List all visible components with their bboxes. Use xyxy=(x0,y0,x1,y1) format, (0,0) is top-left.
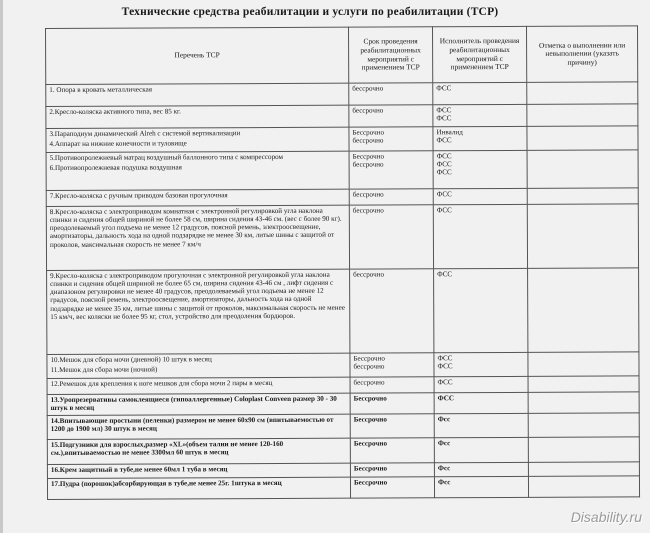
cell-term xyxy=(349,204,433,268)
cell-term xyxy=(350,438,434,463)
header-term: Срок проведения реабилитационных мероприятий с применением ТСР xyxy=(348,27,432,83)
tsr-item-text: 1. Опора в кровать металлическая xyxy=(49,85,153,94)
tsr-item-text: 13.Уропрезервативы самоклеящиеся (гипоаллергенные) Coloplast Conveen размер 30 - 30 штук в месяц xyxy=(50,394,337,412)
cell-executor xyxy=(434,268,528,352)
table-row xyxy=(47,413,639,440)
term-text: Бессрочно xyxy=(353,415,387,424)
cell-executor xyxy=(434,392,528,414)
cell-tsr-items xyxy=(47,393,350,416)
cell-tsr-items xyxy=(46,189,349,206)
table-row xyxy=(46,104,638,129)
table-row xyxy=(47,352,639,379)
cell-mark xyxy=(528,268,639,352)
cell-tsr-items xyxy=(47,414,350,439)
table-row xyxy=(46,126,638,152)
cell-term xyxy=(349,127,433,151)
cell-mark xyxy=(527,150,638,188)
term-text: Бессрочно xyxy=(353,354,385,363)
cell-mark xyxy=(528,376,639,392)
cell-mark xyxy=(527,204,638,268)
cell-mark xyxy=(527,188,638,204)
cell-term xyxy=(350,268,434,352)
tsr-item-text: 15.Подгузники для взрослых,размер «XL»(объем талии не менее 120-160 см.),впитываемостью не менее 3300мл 60 штук в месяц xyxy=(50,440,284,458)
tsr-item-text: 10.Мешок для сбора мочи (дневной) 10 штук в месяц xyxy=(50,354,212,364)
executor-text: ФСС xyxy=(436,84,452,93)
tsr-item-text: 3.Парaподиум динамический Alreh с системой вертикализации xyxy=(49,129,241,138)
term-text: Бессрочно xyxy=(352,128,385,137)
executor-text: Инвалид xyxy=(436,128,463,137)
executor-text: Фсс xyxy=(437,464,451,473)
cell-term xyxy=(350,463,434,477)
term-text: бессрочно xyxy=(352,106,384,115)
cell-mark xyxy=(528,352,639,376)
term-text: бессрочно xyxy=(353,378,385,387)
cell-term xyxy=(349,83,433,105)
table-row xyxy=(46,150,638,191)
cell-executor xyxy=(433,188,527,204)
cell-mark xyxy=(528,392,639,414)
tsr-item-text: 9.Кресло-коляска с электроприводом прогулочная с электронной регулировкой угла наклона спинки и сидения общей шириной не более 65 см, ширина сидения 43-46 см , лифт сидения с диапазоном регулировки не менее 40 градусов, преодолеваемый угол подъема не менее 12 градусов, поясной ремень, электроосвещение, амортизаторы, дальность хода на одной подзарядке не менее 35 км, литые шины с защитой от проколов, максимальная скорость не менее 15 км/ч, вес коляски не более 95 кг, стол, устройство для преодоления бордюров. xyxy=(50,270,345,322)
cell-term xyxy=(350,477,434,498)
tsr-item-text: 11.Мешок для сбора мочи (ночной) xyxy=(50,365,158,374)
executor-text: ФСС xyxy=(436,106,452,115)
watermark-logo: Disability.ru xyxy=(570,509,642,525)
page-title: Технические средства реабилитации и услуги по реабилитации (ТСР) xyxy=(121,6,499,18)
term-text: бессрочно xyxy=(352,136,384,145)
cell-executor xyxy=(434,376,528,392)
table-row xyxy=(46,82,638,107)
cell-tsr-items xyxy=(46,151,349,190)
executor-text: ФСС xyxy=(436,136,452,145)
header-mark: Отметка о выполнении или невыполнении (указать причину) xyxy=(526,26,637,82)
executor-text: ФСС xyxy=(436,168,452,177)
header-list: Перечень ТСР xyxy=(46,27,349,84)
cell-tsr-items xyxy=(47,477,350,499)
tsr-item-text: 7.Кресло-коляска с ручным приводом базовая прогулочная xyxy=(49,190,228,200)
cell-tsr-items xyxy=(46,83,349,106)
cell-tsr-items xyxy=(47,438,350,464)
cell-tsr-items xyxy=(47,377,350,394)
term-text: бессрочно xyxy=(352,190,384,199)
tsr-item-text: 14.Впитывающие простыни (пеленки) размером не менее 60х90 см (впитываемостью от 1200 до 1900 мл) 30 штук в месяц xyxy=(50,415,334,434)
cell-mark xyxy=(527,126,638,150)
table-row xyxy=(47,392,639,416)
cell-executor xyxy=(433,204,527,268)
executor-text: ФСС xyxy=(437,269,453,278)
cell-tsr-items xyxy=(47,269,350,354)
executor-text: ФСС xyxy=(436,205,452,214)
tsr-item-text: 5.Противопролежневый матрац воздушный баллонного типа с компрессором xyxy=(49,152,284,162)
cell-mark xyxy=(528,476,639,497)
table-row xyxy=(46,204,638,271)
cell-executor xyxy=(433,104,527,126)
tsr-item-text: 16.Крем защитный в тубе,не менее 60мл 1 туба в месяц xyxy=(50,465,228,475)
tsr-item-text: 8.Кресло-коляска с электроприводом комнатная с электронной регулировкой угла наклона спинки и сидения общей шириной не более 58 см, ширина сидения 43-46 см. (вес с более 90 кг). преодолеваемый угол подъема не менее 12 градусов, поясной ремень, электроосвещение, амортизаторы, дальность хода на одной подзарядке не менее 30 км, литые шины с защитой от проколов, максимальная скорость не менее 7 км/ч xyxy=(49,206,342,249)
cell-executor xyxy=(433,82,527,104)
table-row xyxy=(47,476,639,500)
cell-term xyxy=(350,376,434,392)
table-row xyxy=(47,268,639,355)
header-executor: Исполнитель проведения реабилитационных мероприятий с применением ТСР xyxy=(432,26,526,82)
cell-executor xyxy=(434,438,528,463)
tsr-item-text: 17.Пудра (порошок)абсорбирующая в тубе,не менее 25г. 1штука в месяц xyxy=(50,479,282,489)
executor-text: Фсс xyxy=(437,439,451,448)
cell-tsr-items xyxy=(47,353,350,378)
cell-mark xyxy=(527,82,638,104)
cell-executor xyxy=(434,352,528,376)
cell-tsr-items xyxy=(46,105,349,128)
tsr-item-text: 4.Аппарат на нижние конечности и туловище xyxy=(49,139,187,149)
cell-executor xyxy=(433,150,527,188)
page-frame-edge xyxy=(0,0,3,533)
executor-text: ФСС xyxy=(437,362,453,371)
term-text: Бессрочно xyxy=(352,152,385,161)
table-header-row xyxy=(46,26,638,85)
term-text: бессрочно xyxy=(352,160,384,169)
cell-tsr-items xyxy=(46,205,349,270)
tsr-table xyxy=(45,25,640,500)
cell-term xyxy=(350,352,434,376)
term-text: Бессрочно xyxy=(353,464,388,473)
executor-text: Фсс xyxy=(437,415,451,424)
cell-term xyxy=(349,188,433,204)
tsr-item-text: 12.Ремешок для крепления к ноге мешков для сбора мочи 2 пары в месяц xyxy=(50,378,273,388)
executor-text: ФСС xyxy=(437,377,453,386)
executor-text: ФСС xyxy=(436,151,452,160)
cell-executor xyxy=(434,463,528,477)
cell-mark xyxy=(528,462,639,476)
term-text: бессрочно xyxy=(352,206,384,215)
tsr-item-text: 6.Противопролежневая подушка воздушная xyxy=(49,163,182,172)
executor-text: ФСС xyxy=(437,393,454,402)
term-text: бессрочно xyxy=(353,362,385,371)
term-text: бессрочно xyxy=(353,270,385,279)
cell-executor xyxy=(434,477,528,498)
executor-text: ФСС xyxy=(436,189,452,198)
cell-tsr-items xyxy=(46,127,349,152)
cell-mark xyxy=(527,104,638,126)
cell-mark xyxy=(528,437,639,462)
cell-tsr-items xyxy=(47,463,350,478)
executor-text: ФСС xyxy=(436,114,452,123)
term-text: Бессрочно xyxy=(353,478,388,487)
cell-term xyxy=(350,414,434,438)
term-text: бессрочно xyxy=(352,84,384,93)
table-row xyxy=(47,437,639,465)
cell-term xyxy=(349,105,433,127)
cell-mark xyxy=(528,413,639,437)
tsr-item-text: 2.Кресло-коляска активного типа, вес 85 кг. xyxy=(49,107,181,116)
term-text: Бессрочно xyxy=(353,439,388,448)
cell-executor xyxy=(434,414,528,438)
executor-text: Фсс xyxy=(437,478,451,487)
term-text: Бессрочно xyxy=(353,394,387,403)
cell-executor xyxy=(433,126,527,150)
executor-text: ФСС xyxy=(437,353,453,362)
cell-term xyxy=(350,392,434,414)
cell-term xyxy=(349,150,433,188)
executor-text: ФСС xyxy=(436,160,452,169)
